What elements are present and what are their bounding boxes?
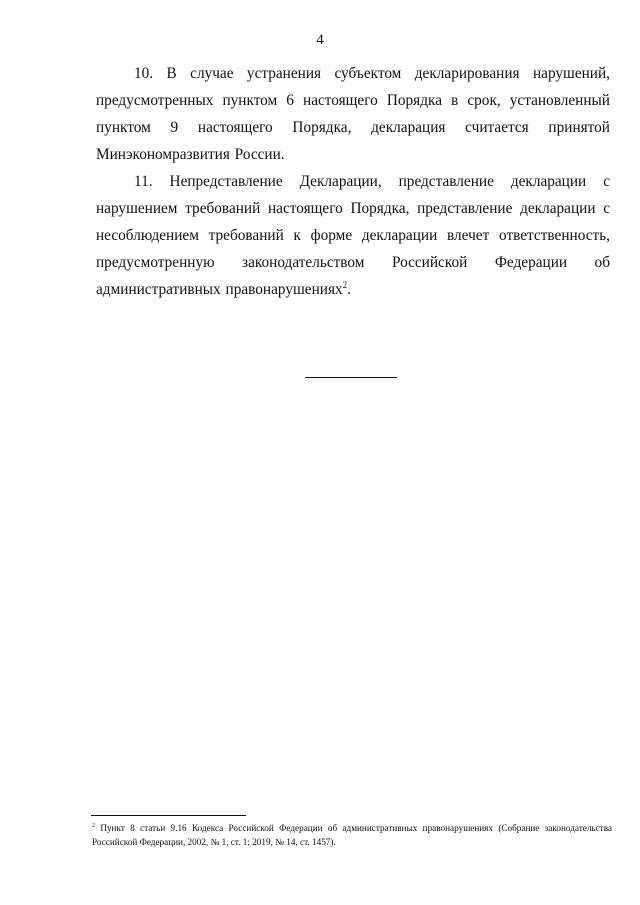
document-body: [96, 60, 610, 303]
paragraph-11-number: 11.: [134, 173, 153, 190]
footnote-marker: 2: [92, 822, 95, 829]
end-of-text-rule: [305, 377, 397, 378]
paragraph-11-end: .: [347, 281, 351, 298]
footnote: [92, 821, 612, 849]
paragraph-10-text: В случае устранения субъектом декларирования нарушений, предусмотренных пунктом 6 настоящего Порядка в срок, установленный пунктом 9 настоящего Порядка, декларация считается принятой Минэкономразвития России.: [96, 65, 610, 163]
paragraph-11-text: Непредставление Декларации, представление декларации с нарушением требований настоящего Порядка, представление декларации с несоблюдением требований к форме декларации влечет ответственность, предусмотренную законодательством Российской Федерации об административных правонарушениях: [96, 173, 610, 298]
paragraph-11: [96, 168, 610, 303]
paragraph-10-number: 10.: [134, 65, 154, 82]
footnote-text: Пункт 8 статьи 9.16 Кодекса Российской Федерации об административных правонарушениях (Собрание законодательства Российской Федерации, 2002, № 1, ст. 1; 2019, № 14, ст. 1457).: [92, 823, 612, 847]
footnote-separator: [91, 815, 246, 816]
paragraph-10: [96, 60, 610, 168]
page-number: 4: [316, 32, 324, 48]
footnote-reference[interactable]: 2: [342, 279, 348, 290]
